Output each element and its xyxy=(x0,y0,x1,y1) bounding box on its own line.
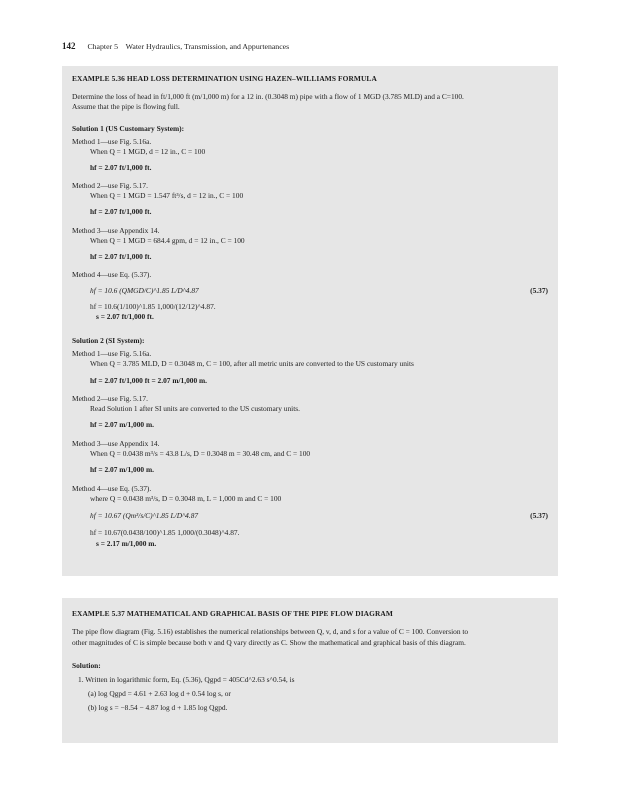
method-result: s = 2.17 m/1,000 m. xyxy=(96,539,157,548)
method-label: Method 3—use Appendix 14. xyxy=(72,226,160,235)
equation: hf = 10.67 (Qm³/s/C)^1.85 L/D^4.87 xyxy=(90,511,199,520)
method-label: Method 4—use Eq. (5.37). xyxy=(72,270,152,279)
example-5-37-box xyxy=(62,598,558,743)
equation: hf = 10.6 (QMGD/C)^1.85 L/D^4.87 xyxy=(90,286,199,295)
chapter-label: Chapter 5 xyxy=(87,42,118,51)
method-result: hf = 2.07 ft/1,000 ft. xyxy=(90,207,152,216)
method-result: hf = 2.07 ft/1,000 ft. xyxy=(90,252,152,261)
example-5-36-box xyxy=(62,66,558,576)
solution-heading: Solution 1 (US Customary System): xyxy=(72,124,185,133)
example-title: EXAMPLE 5.37 MATHEMATICAL AND GRAPHICAL BASIS OF THE PIPE FLOW DIAGRAM xyxy=(72,609,393,618)
method-result: hf = 2.07 ft/1,000 ft. xyxy=(90,163,152,172)
list-subitem: (a) log Qgpd = 4.61 + 2.63 log d + 0.54 log s, or xyxy=(88,689,231,698)
method-given: When Q = 1 MGD = 1.547 ft³/s, d = 12 in., C = 100 xyxy=(90,191,244,200)
equation-number: (5.37) xyxy=(530,511,548,520)
solution-heading: Solution 2 (SI System): xyxy=(72,336,145,345)
problem-statement: Assume that the pipe is flowing full. xyxy=(72,102,180,111)
solution-heading: Solution: xyxy=(72,661,101,670)
method-result: hf = 2.07 m/1,000 m. xyxy=(90,420,154,429)
page-number: 142 xyxy=(62,41,76,51)
equation-calc: hf = 10.6(1/100)^1.85 1,000/(12/12)^4.87. xyxy=(90,302,216,311)
problem-statement: Determine the loss of head in ft/1,000 ft (m/1,000 m) for a 12 in. (0.3048 m) pipe with a flow of 1 MGD (3.785 MLD) and a C=100. xyxy=(72,92,464,101)
equation-calc: hf = 10.67(0.0438/100)^1.85 1,000/(0.3048)^4.87. xyxy=(90,528,240,537)
method-label: Method 4—use Eq. (5.37). xyxy=(72,484,152,493)
paragraph-line: other magnitudes of C is simple because both v and Q vary directly as C. Show the mathematical and graphical basis of this diagram. xyxy=(72,638,466,647)
method-result: hf = 2.07 m/1,000 m. xyxy=(90,465,154,474)
method-label: Method 1—use Fig. 5.16a. xyxy=(72,349,152,358)
method-given: where Q = 0.0438 m³/s, D = 0.3048 m, L = 1,000 m and C = 100 xyxy=(90,494,282,503)
method-result: s = 2.07 ft/1,000 ft. xyxy=(96,312,154,321)
list-item: 1. Written in logarithmic form, Eq. (5.36), Qgpd = 405Cd^2.63 s^0.54, is xyxy=(78,675,295,684)
method-given: When Q = 1 MGD, d = 12 in., C = 100 xyxy=(90,147,206,156)
equation-number: (5.37) xyxy=(530,286,548,295)
method-label: Method 2—use Fig. 5.17. xyxy=(72,394,148,403)
method-given: When Q = 3.785 MLD, D = 0.3048 m, C = 100, after all metric units are converted to the US customary units xyxy=(90,359,414,368)
method-label: Method 3—use Appendix 14. xyxy=(72,439,160,448)
method-given: When Q = 0.0438 m³/s = 43.8 L/s, D = 0.3048 m = 30.48 cm, and C = 100 xyxy=(90,449,311,458)
method-label: Method 1—use Fig. 5.16a. xyxy=(72,137,152,146)
method-label: Method 2—use Fig. 5.17. xyxy=(72,181,148,190)
method-given: When Q = 1 MGD = 684.4 gpm, d = 12 in., C = 100 xyxy=(90,236,245,245)
page-header xyxy=(62,40,289,53)
list-subitem: (b) log s = −8.54 − 4.87 log d + 1.85 log Qgpd. xyxy=(88,703,228,712)
method-given: Read Solution 1 after SI units are converted to the US customary units. xyxy=(90,404,300,413)
paragraph-line: The pipe flow diagram (Fig. 5.16) establishes the numerical relationships between Q, v, d, and s for a value of C = 100. Conversion to xyxy=(72,627,469,636)
chapter-title: Water Hydraulics, Transmission, and Appurtenances xyxy=(125,42,290,51)
method-result: hf = 2.07 ft/1,000 ft = 2.07 m/1,000 m. xyxy=(90,376,208,385)
example-title: EXAMPLE 5.36 HEAD LOSS DETERMINATION USING HAZEN–WILLIAMS FORMULA xyxy=(72,74,377,83)
